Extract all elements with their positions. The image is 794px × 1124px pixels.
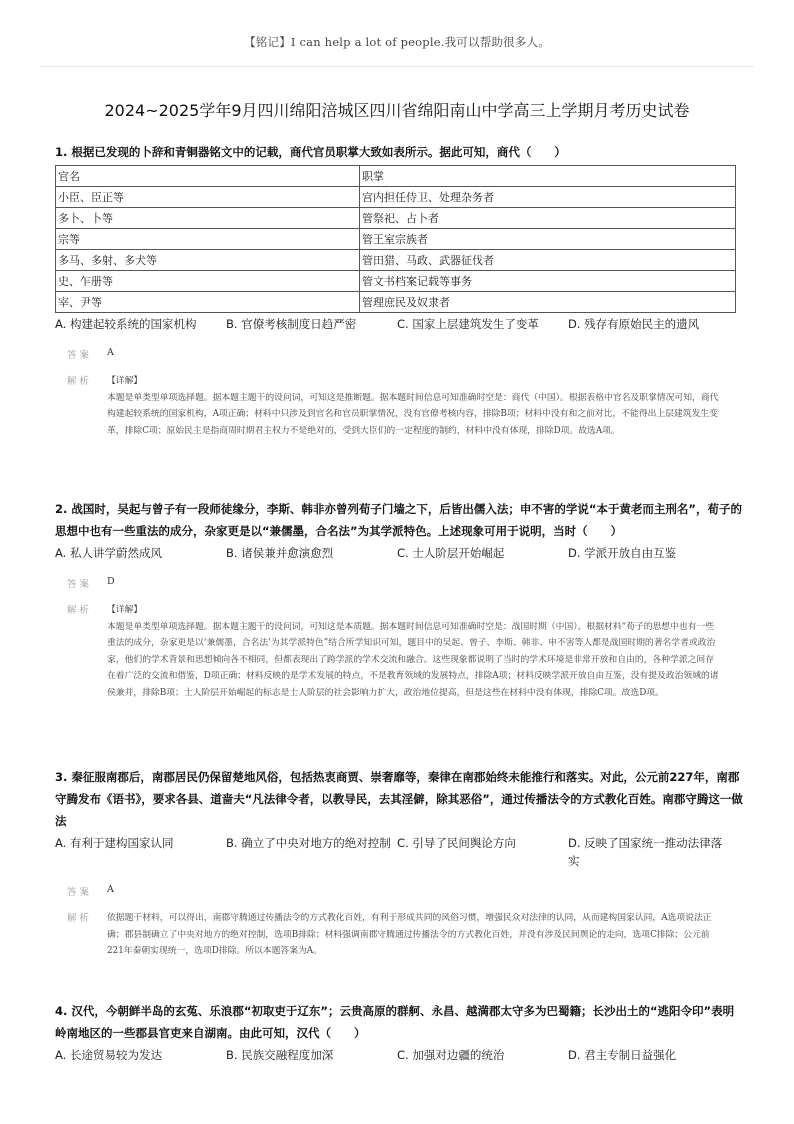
answer-block — [55, 347, 745, 439]
table-header: 官名 — [56, 166, 360, 187]
analysis-label: 解 析 — [67, 376, 90, 387]
options — [55, 544, 745, 562]
question-2 — [55, 498, 745, 702]
option-c: C. 加强对边疆的统治 — [397, 1048, 505, 1062]
options — [55, 315, 745, 333]
page-title: 2024~2025学年9月四川绵阳涪城区四川省绵阳南山中学高三上学期月考历史试卷 — [104, 101, 690, 120]
options — [55, 1046, 745, 1064]
option-d: D. 反映了国家统一推动法律落实 — [568, 836, 723, 868]
option-d: D. 君主专制日益强化 — [568, 1048, 677, 1062]
answer-label: 答 案 — [67, 350, 90, 361]
question-stem: 4. 汉代，今朝鲜半岛的玄菟、乐浪郡“初取吏于辽东”；云贵高原的群舸、永昌、越満郡太守多为巴蜀籍；长沙出土的“逃阳令印”表明岭南地区的一些郡县官吏来自湖南。由此可知，汉代（ ） — [55, 1004, 735, 1040]
table-row — [56, 187, 736, 208]
table-cell: 多马、多射、多犬等 — [56, 250, 360, 271]
answer-block — [55, 576, 745, 702]
question-4 — [55, 1000, 745, 1064]
option-b: B. 官僚考核制度日趋严密 — [226, 317, 357, 331]
table-cell: 管田猎、马政、武器征伐者 — [360, 250, 736, 271]
analysis-text: 本题是单类型单项选择题。据本题主题干的设问词，可知这是推断题。据本题时间信息可知准确时空是：商代（中国）。根据表格中官名及职掌情况可知，商代构建起较系统的国家机构，A项正确；材料中只涉及到官名和官员职掌情况，没有官僚考核内容，排除B项；材料中没有和之前对比，不能得出上层建筑发生变革，排除C项；原始民主是指商周时期君主权力不是绝对的，受到大臣们的一定程度的制约，材料中没有体现，排除D项。故选A项。 — [107, 392, 719, 436]
table-cell: 小臣、臣正等 — [56, 187, 360, 208]
table-cell: 管祭祀、占卜者 — [360, 208, 736, 229]
table-row — [56, 292, 736, 313]
option-a: A. 有利于建构国家认同 — [55, 836, 174, 850]
table-cell: 多卜、卜等 — [56, 208, 360, 229]
question-stem: 3. 秦征服南郡后，南郡居民仍保留楚地风俗，包括热衷商贾、崇奢靡等，秦律在南郡始终未能推行和落实。对此，公元前227年，南郡守腾发布《语书》，要求各县、道啬夫“凡法律令者，以教导民，去其淫僻，除其恶俗”，通过传播法令的方式教化百姓。南郡守腾这一做法 — [55, 770, 743, 828]
answer-value: A — [107, 884, 114, 895]
table-header: 职掌 — [360, 166, 736, 187]
official-duty-table — [55, 165, 736, 313]
detail-label: 【详解】 — [107, 605, 143, 615]
analysis-label: 解 析 — [67, 605, 90, 616]
motto-header: 【铭记】I can help a lot of people.我可以帮助很多人。 — [244, 35, 550, 49]
answer-label: 答 案 — [67, 579, 90, 590]
answer-block — [55, 884, 745, 960]
answer-value: D — [107, 576, 115, 587]
answer-label: 答 案 — [67, 887, 90, 898]
table-cell: 宰、尹等 — [56, 292, 360, 313]
option-c: C. 国家上层建筑发生了变革 — [397, 317, 539, 331]
option-a: A. 私人讲学蔚然成风 — [55, 546, 162, 560]
table-row — [56, 229, 736, 250]
option-c: C. 引导了民间舆论方向 — [397, 836, 516, 850]
question-1 — [55, 141, 745, 439]
analysis-text: 依据题干材料，可以得出，南郡守腾通过传播法令的方式教化百姓，有利于形成共同的风俗习惯，增强民众对法律的认同，从而建构国家认同，A选项说法正确；郡县制确立了中央对地方的绝对控制，选项B排除；材料强调南郡守腾通过传播法令的方式教化百姓，并没有涉及民间舆论的走向，选项C排除；公元前221年秦朝实现统一，选项D排除。所以本题答案为A。 — [107, 913, 712, 957]
options — [55, 834, 745, 870]
header-divider — [40, 66, 754, 67]
analysis-label: 解 析 — [67, 913, 90, 924]
detail-label: 【详解】 — [107, 376, 143, 386]
option-c: C. 士人阶层开始崛起 — [397, 546, 505, 560]
option-b: B. 确立了中央对地方的绝对控制 — [226, 836, 391, 850]
option-b: B. 诸侯兼并愈演愈烈 — [226, 546, 334, 560]
table-cell: 管理庶民及奴隶者 — [360, 292, 736, 313]
table-cell: 管文书档案记载等事务 — [360, 271, 736, 292]
table-cell: 宗等 — [56, 229, 360, 250]
table-row — [56, 208, 736, 229]
table-header-row — [56, 166, 736, 187]
option-d: D. 学派开放自由互鉴 — [568, 546, 677, 560]
question-stem: 2. 战国时，吴起与曾子有一段师徒缘分，李斯、韩非亦曾列荀子门墙之下，后皆出儒入法；申不害的学说“本于黄老而主刑名”，荀子的思想中也有一些重法的成分，杂家更是以“兼儒墨，合名法”为其学派特色。上述现象可用于说明，当时（ ） — [55, 502, 742, 538]
question-stem: 1. 根据已发现的卜辞和青铜器铭文中的记载，商代官员职掌大致如表所示。据此可知，商代（ ） — [55, 145, 566, 159]
question-3 — [55, 766, 745, 960]
answer-value: A — [107, 347, 114, 358]
table-cell: 宫内担任侍卫、处理杂务者 — [360, 187, 736, 208]
option-a: A. 长途贸易较为发达 — [55, 1048, 162, 1062]
option-a: A. 构建起较系统的国家机构 — [55, 317, 197, 331]
table-cell: 管王室宗族者 — [360, 229, 736, 250]
table-row — [56, 250, 736, 271]
analysis-text: 本题是单类型单项选择题。据本题主题干的设问词，可知这是本质题。据本题时间信息可知准确时空是：战国时期（中国）。根据材料“荀子的思想中也有一些重法的成分，杂家更是以‘兼儒墨，合名法’为其学派特色”结合所学知识可知，题目中的吴起、曾子、李斯、韩非、申不害等人都是战国时期的著名学者或政治家，他们的学术背景和思想倾向各不相同，但都表现出了跨学派的学术交流和融合。这些现象都说明了当时的学术环境是非常开放和自由的，各种学派之间存在着广泛的交流和借鉴，D项正确；材料反映的是学术发展的特点，不是教育领域的发展特点，排除A项；材料反映学派开放自由互鉴，没有提及政治领域的诸侯兼并，排除B项；士人阶层开始崛起的标志是士人阶层的社会影响力扩大，政治地位提高，但是这些在材料中没有体现，排除C项。故选D项。 — [107, 621, 719, 698]
option-d: D. 残存有原始民主的遗风 — [568, 317, 700, 331]
table-row — [56, 271, 736, 292]
table-cell: 史、乍册等 — [56, 271, 360, 292]
option-b: B. 民族交融程度加深 — [226, 1048, 334, 1062]
